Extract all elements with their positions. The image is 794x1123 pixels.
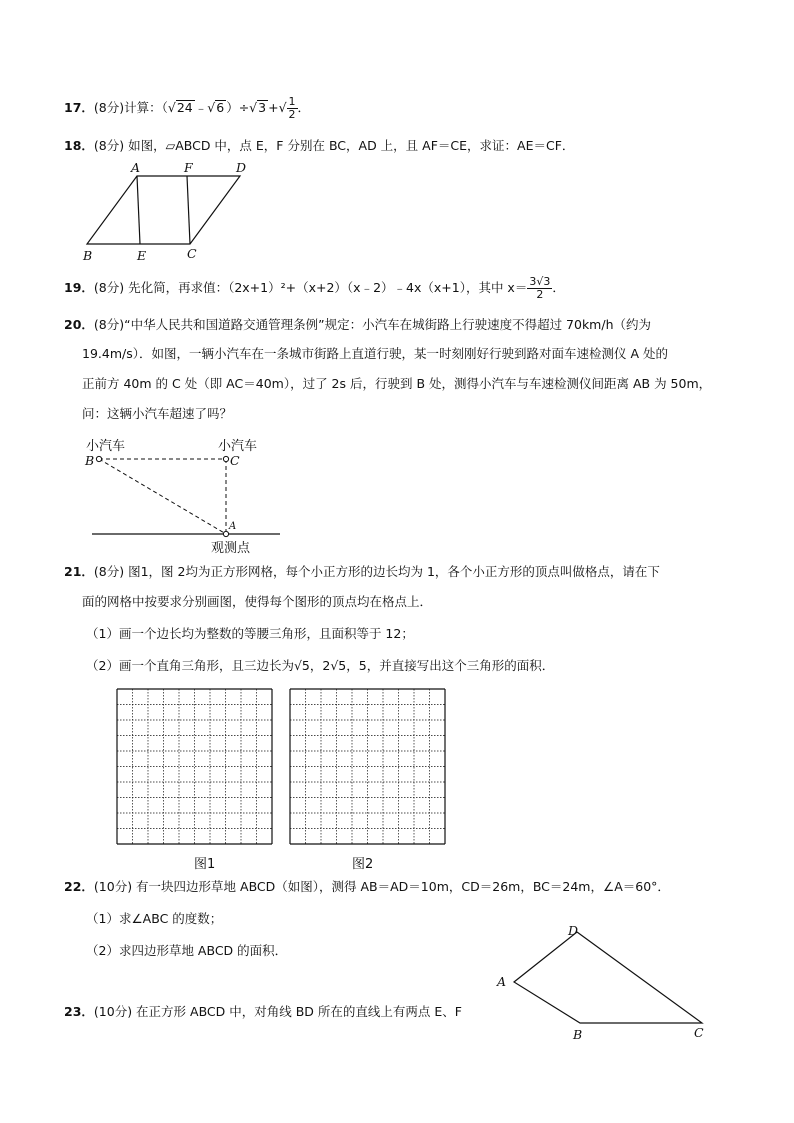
q22-line1: 22．(10分) 有一块四边形草地 ABCD（如图），测得 AB＝AD＝10m，CD＝26m，BC＝24m，∠A＝60°． <box>64 879 670 894</box>
q21-part2: （2）画一个直角三角形，且三边长为√5，2√5，5，并直接写出这个三角形的面积． <box>86 658 555 673</box>
q23: 23．(10分) 在正方形 ABCD 中，对角线 BD 所在的直线上有两点 E、F <box>64 1004 462 1019</box>
car-c-label: 小汽车 <box>218 439 258 454</box>
quadrilateral-figure <box>500 925 720 1035</box>
grid-figure-1 <box>117 689 273 845</box>
q18-text: 18．(8分) 如图，▱ABCD 中，点 E，F 分别在 BC，AD 上，且 AF＝CE，求证：AE＝CF． <box>64 138 575 153</box>
q22-part1: （1）求∠ABC 的度数； <box>86 911 223 926</box>
q20-line3: 正前方 40m 的 C 处（即 AC＝40m），过了 2s 后，行驶到 B 处，测得小汽车与车速检测仪间距离 AB 为 50m， <box>82 376 712 391</box>
quad-label-a: A <box>497 974 507 989</box>
q21-line2: 面的网格中按要求分别画图，使得每个图形的顶点均在格点上． <box>82 594 433 609</box>
label-b: B <box>83 248 93 263</box>
q22-part2: （2）求四边形草地 ABCD 的面积． <box>86 943 288 958</box>
q20-line2: 19.4m/s）．如图，一辆小汽车在一条城市街路上直道行驶，某一时刻刚好行驶到路对面车速检测仪 A 处的 <box>82 346 668 361</box>
quad-label-c: C <box>694 1025 704 1040</box>
quad-label-b: B <box>573 1027 583 1042</box>
fig1-caption: 图1 <box>194 857 216 872</box>
parallelogram-figure <box>80 162 280 262</box>
point-b: B <box>85 453 95 468</box>
q19: 19．(8分) 先化简，再求值：（2x+1）²+（x+2）（x﹣2）﹣4x（x+1），其中 x＝ $\frac{3√3}{2}$ ． <box>64 275 565 301</box>
label-c: C <box>187 246 197 261</box>
q20-line1: 20．(8分)“中华人民共和国道路交通管理条例”规定：小汽车在城街路上行驶速度不得超过 70km/h（约为 <box>64 317 651 332</box>
speed-check-figure <box>88 452 308 542</box>
car-b-label: 小汽车 <box>86 439 126 454</box>
point-a: A <box>229 521 237 532</box>
quad-label-d: D <box>568 923 579 938</box>
label-a: A <box>131 160 141 175</box>
observe-point-label: 观测点 <box>211 541 251 556</box>
label-f: F <box>184 160 193 175</box>
q17: 17．(8分)计算：（√24 ﹣√6 ）÷√3 +√ $\frac{1}{2}$ ． <box>64 95 311 121</box>
label-d: D <box>236 160 247 175</box>
point-c: C <box>230 453 240 468</box>
q21-line1: 21．(8分) 图1，图 2均为正方形网格，每个小正方形的边长均为 1，各个小正方形的顶点叫做格点，请在下 <box>64 564 660 579</box>
label-e: E <box>137 248 147 263</box>
fig2-caption: 图2 <box>352 857 374 872</box>
grid-figure-2 <box>290 689 446 845</box>
q21-part1: （1）画一个边长均为整数的等腰三角形，且面积等于 12； <box>86 626 414 641</box>
q20-line4: 问：这辆小汽车超速了吗？ <box>82 406 233 421</box>
